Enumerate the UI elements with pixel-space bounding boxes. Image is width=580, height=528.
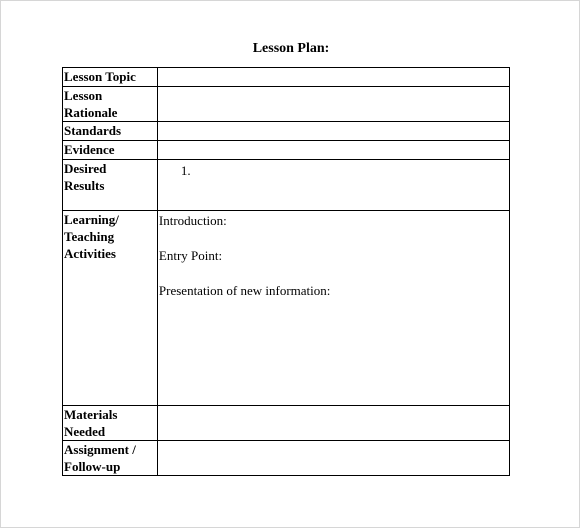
table-row-materials-needed xyxy=(63,406,510,441)
row-label-lesson-rationale xyxy=(63,87,158,122)
cell-materials-needed[interactable] xyxy=(157,406,509,441)
cell-standards[interactable] xyxy=(157,122,509,141)
row-label-desired-results xyxy=(63,160,158,211)
table-row-desired-results xyxy=(63,160,510,211)
row-label-lesson-topic: Lesson Topic xyxy=(63,68,158,87)
row-label-standards: Standards xyxy=(63,122,158,141)
table-row-lesson-topic xyxy=(63,68,510,87)
label-line: Activities xyxy=(64,246,116,261)
presentation-text: Presentation of new information: xyxy=(158,283,331,298)
table-row-learning-activities xyxy=(63,211,510,406)
page-title: Lesson Plan: xyxy=(252,41,330,56)
cell-assignment-follow-up[interactable] xyxy=(157,441,509,476)
entry-point-text: Entry Point: xyxy=(158,248,223,263)
lesson-plan-table xyxy=(62,67,510,476)
cell-desired-results[interactable] xyxy=(157,160,509,211)
cell-lesson-topic[interactable] xyxy=(157,68,509,87)
label-line: Needed xyxy=(64,424,106,439)
label-line: Follow-up xyxy=(64,459,121,474)
label-line: Learning/ xyxy=(64,212,119,227)
label-line: Teaching xyxy=(64,229,115,244)
numbered-list-item xyxy=(159,160,508,179)
introduction-text: Introduction: xyxy=(158,213,227,228)
label-line: Assignment / xyxy=(64,442,136,457)
label-line: Materials xyxy=(64,407,118,422)
table-row-assignment-follow-up xyxy=(63,441,510,476)
cell-lesson-rationale[interactable] xyxy=(157,87,509,122)
cell-evidence[interactable] xyxy=(157,141,509,160)
label-line: Desired xyxy=(64,161,107,176)
row-label-learning-activities xyxy=(63,211,158,406)
table-row-lesson-rationale xyxy=(63,87,510,122)
row-label-evidence: Evidence xyxy=(63,141,158,160)
label-line: Rationale xyxy=(64,105,118,120)
row-label-assignment-follow-up xyxy=(63,441,158,476)
table-row-standards xyxy=(63,122,510,141)
cell-learning-activities[interactable] xyxy=(157,211,509,406)
label-line: Lesson xyxy=(64,88,103,103)
list-number: 1. xyxy=(180,163,191,178)
row-label-materials-needed xyxy=(63,406,158,441)
table-row-evidence xyxy=(63,141,510,160)
label-line: Results xyxy=(64,178,105,193)
